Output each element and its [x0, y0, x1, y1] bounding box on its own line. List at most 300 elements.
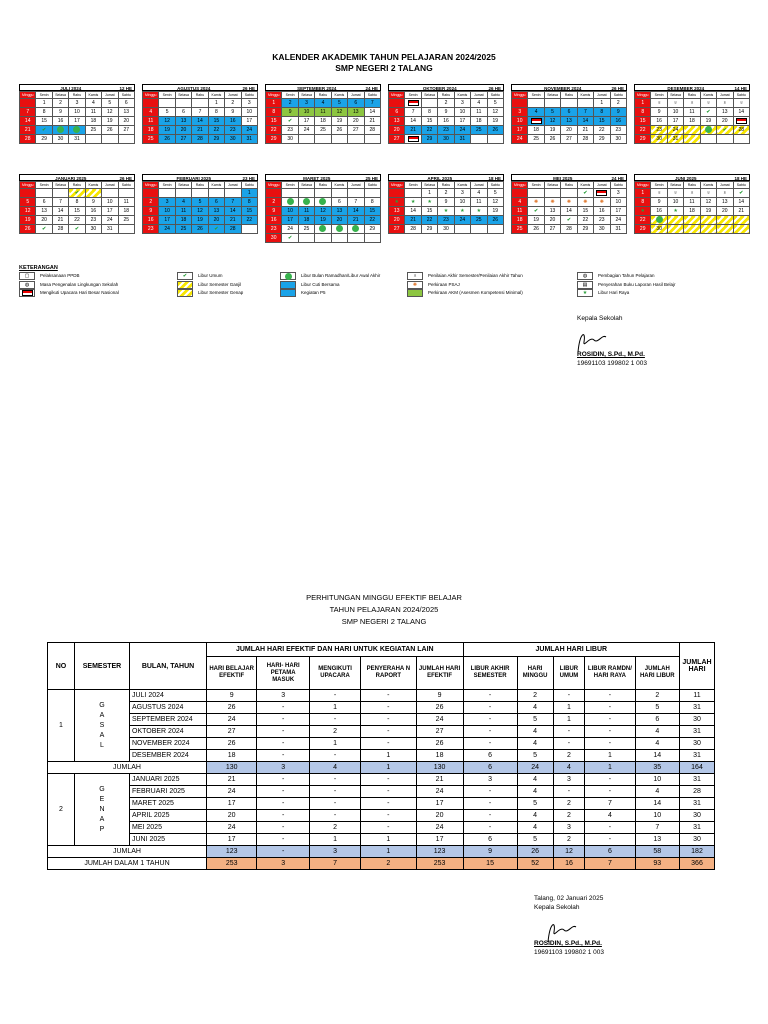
calendar-day: 19 [192, 216, 208, 225]
day-name: Sabtu [118, 182, 134, 189]
day-name: Jumat [225, 92, 241, 99]
calendar-day: 6 [389, 108, 405, 117]
calendar-day: 23 [266, 225, 282, 234]
day-name: Senin [159, 92, 175, 99]
calendar-day: 18 [143, 126, 159, 135]
calendar-day [282, 198, 298, 207]
value-cell: 4 [517, 702, 553, 714]
calendar-day [85, 135, 101, 144]
day-name: Selasa [421, 92, 437, 99]
calendar-day: 26 [331, 126, 347, 135]
day-name: Selasa [52, 182, 68, 189]
month-cell: DESEMBER 2024 [130, 750, 207, 762]
calendar-day: 8 [241, 198, 257, 207]
legend-item: Kegiatan P5 [280, 289, 407, 298]
calendar-day: 31 [69, 135, 85, 144]
calendar-day [331, 234, 347, 243]
semester-number: 1 [48, 690, 75, 762]
flag-icon [408, 136, 419, 142]
calendar-day: 8 [69, 198, 85, 207]
calendar-day [717, 135, 733, 144]
calendar-day: 13 [175, 117, 191, 126]
semester-label: G A S A L [75, 690, 130, 762]
calendar-day: 10 [667, 108, 683, 117]
calendar-day: 24 [241, 126, 257, 135]
circle-icon [319, 225, 326, 232]
month-calendar [265, 84, 381, 144]
calendar-day: 11 [85, 108, 101, 117]
value-cell: - [585, 702, 635, 714]
calendar-day [159, 189, 175, 198]
semester-sum-row [48, 846, 715, 858]
total-value: 93 [635, 858, 679, 870]
check-icon: ✔ [722, 127, 727, 133]
calendar-day [69, 189, 85, 198]
legend-item: Mengikuti Upacara Hari Besar Nasional [19, 289, 177, 298]
effective-days-count: 26 HE [488, 86, 501, 91]
calendar-day [405, 198, 421, 207]
calendar-day: 23 [282, 126, 298, 135]
school-name: SMP NEGERI 2 TALANG [335, 63, 433, 73]
total-value: 253 [207, 858, 257, 870]
legend-item: ◍ Masa Pengenalan Lingkungan Sekolah [19, 281, 177, 290]
calendar-day [717, 216, 733, 225]
value-cell: - [257, 798, 310, 810]
calendar-day: 14 [405, 207, 421, 216]
calendar-day: 13 [717, 198, 733, 207]
value-cell: - [553, 726, 585, 738]
calendar-day: 16 [143, 216, 159, 225]
calendar-day [20, 189, 36, 198]
calendar-day: 29 [36, 135, 52, 144]
calendar-day [208, 189, 224, 198]
calendar-day: 30 [610, 135, 626, 144]
flag-icon [736, 118, 747, 124]
calendar-day: 12 [331, 108, 347, 117]
value-cell: - [310, 690, 361, 702]
legend-item: Libur Semester Genap [177, 289, 280, 298]
value-cell: 30 [680, 834, 715, 846]
calendar-day: 19 [315, 216, 331, 225]
month-header [142, 84, 258, 91]
calendar-day [36, 225, 52, 234]
calendar-day: 15 [241, 207, 257, 216]
month-name: MARET 2025 [303, 176, 331, 181]
legend-item: ★ Libur Hari Raya [577, 289, 747, 298]
calendar-day: 16 [52, 117, 68, 126]
calendar-day: 11 [512, 207, 528, 216]
calendar-day [528, 99, 544, 108]
calendar-day [438, 207, 454, 216]
value-cell: 5 [635, 702, 679, 714]
sum-value: 3 [257, 762, 310, 774]
calendar-day: 13 [389, 117, 405, 126]
calendar-day: 17 [298, 117, 314, 126]
calendar-day: 21 [348, 216, 364, 225]
calendar-day [282, 117, 298, 126]
legend-item: Libur Bulan Ramadhan/Libur Awal Akhir [280, 272, 407, 281]
day-name: Minggu [389, 182, 405, 189]
value-cell: 31 [680, 726, 715, 738]
day-name: Rabu [684, 92, 700, 99]
calendar-day: 10 [610, 198, 626, 207]
sum-value: - [257, 846, 310, 858]
calendar-day: 4 [175, 198, 191, 207]
calendar-day: 16 [651, 207, 667, 216]
calendar-day [471, 207, 487, 216]
legend-item: Libur Semester Ganjil [177, 281, 280, 290]
calendar-day: 1 [208, 99, 224, 108]
calendar-day [667, 207, 683, 216]
check-icon: ✔ [177, 272, 193, 280]
day-name: Kamis [85, 92, 101, 99]
calendar-day: 27 [389, 135, 405, 144]
sig-role: Kepala Sekolah [534, 904, 580, 911]
value-cell: - [463, 798, 517, 810]
month-cell: JANUARI 2025 [130, 774, 207, 786]
day-name: Selasa [175, 92, 191, 99]
table-title: PERHITUNGAN MINGGU EFEKTIF BELAJAR [306, 593, 462, 602]
calendar-day [298, 135, 314, 144]
calendar-day: 4 [471, 99, 487, 108]
calendar-day [594, 189, 610, 198]
psaj-icon: ✺ [550, 199, 555, 205]
day-name: Senin [651, 182, 667, 189]
legend-item: ✺ Perkiraan PSAJ [407, 281, 579, 290]
calendar-day: 14 [733, 108, 749, 117]
calendar-day: 7 [192, 108, 208, 117]
calendar-day [471, 225, 487, 234]
calendar-day: 31 [454, 135, 470, 144]
value-cell: 2 [310, 822, 361, 834]
calendar-day: 18 [684, 207, 700, 216]
value-cell: 30 [680, 738, 715, 750]
day-name: Senin [528, 182, 544, 189]
total-value: 3 [257, 858, 310, 870]
calendar-day: 20 [175, 126, 191, 135]
value-cell: - [310, 774, 361, 786]
calendar-day: 9 [610, 108, 626, 117]
calendar-day: 21 [577, 126, 593, 135]
value-cell: 24 [207, 822, 257, 834]
calendar-day: 8 [635, 108, 651, 117]
calendar-day [667, 189, 683, 198]
value-cell: 18 [207, 750, 257, 762]
calendar-day: 14 [52, 207, 68, 216]
calendar-day: 15 [421, 117, 437, 126]
calendar-day: 15 [36, 117, 52, 126]
month-name: APRIL 2025 [427, 176, 453, 181]
value-cell: - [585, 726, 635, 738]
day-name: Minggu [635, 182, 651, 189]
star-icon: ★ [673, 208, 678, 214]
day-name: Rabu [684, 182, 700, 189]
day-name: Minggu [143, 182, 159, 189]
calendar-day [700, 108, 716, 117]
value-cell: 30 [680, 810, 715, 822]
calendar-day [69, 126, 85, 135]
calendar-day: 30 [438, 225, 454, 234]
calendar-day: 16 [85, 207, 101, 216]
value-cell: 24 [207, 714, 257, 726]
value-cell: 2 [553, 798, 585, 810]
calendar-day: 5 [487, 189, 503, 198]
calendar-day: 24 [159, 225, 175, 234]
effective-days-count: 14 HE [734, 86, 747, 91]
calendar-day [454, 207, 470, 216]
calendar-day: 6 [175, 108, 191, 117]
circle-icon [57, 126, 64, 133]
calendar-day: 14 [192, 117, 208, 126]
month-name: JUNI 2025 [674, 176, 697, 181]
day-name: Jumat [717, 182, 733, 189]
calendar-day [20, 99, 36, 108]
sig-name: ROSIDIN, S.Pd., M.Pd. [534, 940, 602, 947]
akm-icon [407, 289, 423, 297]
value-cell: - [310, 714, 361, 726]
calendar-day: 9 [651, 108, 667, 117]
value-cell: - [463, 690, 517, 702]
calendar-day [364, 234, 380, 243]
calendar-day [315, 189, 331, 198]
calendar-day: 11 [471, 108, 487, 117]
month-header [388, 174, 504, 181]
exam-icon: ♅ [706, 190, 711, 196]
exam-icon: ♅ [673, 100, 678, 106]
check-icon: ✔ [534, 208, 539, 214]
calendar-day [667, 99, 683, 108]
col-header: PENYERAHA N RAPORT [361, 657, 417, 690]
calendar-day: 25 [315, 126, 331, 135]
value-cell: 4 [517, 774, 553, 786]
check-icon: ✔ [288, 235, 293, 241]
calendar-day: 6 [118, 99, 134, 108]
calendar-day: 29 [635, 135, 651, 144]
day-name: Senin [282, 182, 298, 189]
calendar-day: 7 [348, 198, 364, 207]
day-name: Minggu [266, 92, 282, 99]
calendar-day [684, 99, 700, 108]
month-calendar [19, 174, 135, 234]
calendar-day [298, 234, 314, 243]
calendar-day: 13 [544, 207, 560, 216]
value-cell: 5 [517, 714, 553, 726]
calendar-day: 7 [52, 198, 68, 207]
value-cell: 5 [517, 834, 553, 846]
calendar-day: 10 [241, 108, 257, 117]
value-cell: - [585, 786, 635, 798]
flag-icon [19, 289, 35, 297]
col-header: MENGIKUTI UPACARA [310, 657, 361, 690]
value-cell: 4 [517, 810, 553, 822]
sum-value: 12 [553, 846, 585, 858]
value-cell: 17 [416, 834, 463, 846]
day-name: Sabtu [364, 182, 380, 189]
calendar-day [315, 135, 331, 144]
sum-label: JUMLAH [48, 846, 207, 858]
exam-icon: ♅ [657, 190, 661, 196]
calendar-day [85, 189, 101, 198]
calendar-day: 22 [266, 126, 282, 135]
calendar-day: 19 [700, 117, 716, 126]
total-value: 7 [585, 858, 635, 870]
calendar-day: 25 [471, 126, 487, 135]
table-row [48, 774, 715, 786]
calendar-day: 7 [20, 108, 36, 117]
calendar-day: 22 [241, 216, 257, 225]
month-name: DESEMBER 2024 [667, 86, 705, 91]
calendar-day: 11 [684, 108, 700, 117]
month-name: JANUARI 2025 [55, 176, 87, 181]
flag-icon [408, 100, 419, 106]
calendar-day [364, 189, 380, 198]
month-name: AGUSTUS 2024 [177, 86, 211, 91]
month-cell: MEI 2025 [130, 822, 207, 834]
calendar-day: 18 [315, 117, 331, 126]
day-name: Senin [36, 182, 52, 189]
calendar-day: 22 [421, 216, 437, 225]
day-name: Jumat [471, 182, 487, 189]
month-name: JULI 2024 [60, 86, 82, 91]
calendar-day: 20 [348, 117, 364, 126]
calendar-day: 7 [225, 198, 241, 207]
day-name: Kamis [454, 182, 470, 189]
effective-days-count: 26 HE [119, 176, 132, 181]
calendar-day [364, 135, 380, 144]
value-cell: - [257, 750, 310, 762]
calendar-day: 10 [102, 198, 118, 207]
table-row [48, 750, 715, 762]
day-name: Rabu [192, 182, 208, 189]
sum-value: 9 [463, 846, 517, 858]
sum-value: 123 [416, 846, 463, 858]
calendar-day: 15 [266, 117, 282, 126]
legend-title: KETERANGAN [19, 265, 58, 271]
col-header: LIBUR AKHIR SEMESTER [463, 657, 517, 690]
legend-item: Perkiraan AKM (Asesmen Kompetensi Minimal) [407, 289, 579, 298]
exam-icon: ♅ [407, 272, 423, 280]
calendar-day: 21 [733, 207, 749, 216]
calendar-day: 24 [298, 126, 314, 135]
legend-item: Libur Cuti Bersama [280, 281, 407, 290]
exam-icon: ♅ [722, 100, 727, 106]
calendar-day: 27 [118, 126, 134, 135]
calendar-day: 1 [635, 189, 651, 198]
calendar-day: 25 [143, 135, 159, 144]
calendar-day [118, 135, 134, 144]
calendar-day: 30 [651, 135, 667, 144]
calendar-day: 21 [52, 216, 68, 225]
day-name: Selasa [667, 182, 683, 189]
calendar-day: 30 [651, 225, 667, 234]
day-name: Minggu [635, 92, 651, 99]
calendar-day: 5 [192, 198, 208, 207]
day-name: Selasa [298, 92, 314, 99]
day-name: Minggu [512, 182, 528, 189]
calendar-day: 29 [577, 225, 593, 234]
day-name: Minggu [20, 92, 36, 99]
calendar-day: 22 [577, 216, 593, 225]
calendar-day [733, 99, 749, 108]
col-header: LIBUR RAMDN/ HARI RAYA [585, 657, 635, 690]
day-name: Minggu [512, 92, 528, 99]
calendar-day: 19 [528, 216, 544, 225]
calendar-day: 15 [635, 117, 651, 126]
calendar-day: 29 [266, 135, 282, 144]
check-icon: ✔ [288, 118, 293, 124]
calendar-day [315, 234, 331, 243]
calendar-day [594, 198, 610, 207]
month-cell: OKTOBER 2024 [130, 726, 207, 738]
col-month: BULAN, TAHUN [130, 643, 207, 690]
day-name: Rabu [315, 92, 331, 99]
star-icon: ★ [443, 208, 449, 214]
value-cell: - [361, 774, 417, 786]
effective-days-count: 18 HE [488, 176, 501, 181]
value-cell: 6 [463, 834, 517, 846]
calendar-day [544, 99, 560, 108]
calendar-day: 31 [241, 135, 257, 144]
table-row [48, 738, 715, 750]
calendar-day: 28 [20, 135, 36, 144]
calendar-day: 10 [667, 198, 683, 207]
day-name: Sabtu [364, 92, 380, 99]
value-cell: 28 [680, 786, 715, 798]
value-cell: 31 [680, 750, 715, 762]
calendar-day: 9 [85, 198, 101, 207]
calendar-day: 20 [36, 216, 52, 225]
calendar-day: 3 [159, 198, 175, 207]
calendar-day: 23 [85, 216, 101, 225]
calendar-day: 11 [118, 198, 134, 207]
circle-icon [287, 198, 294, 205]
value-cell: - [553, 690, 585, 702]
calendar-day [36, 126, 52, 135]
calendar-day: 18 [118, 207, 134, 216]
circle-icon [336, 225, 343, 232]
calendar-day: 8 [364, 198, 380, 207]
calendar-day [52, 126, 68, 135]
month-name: OKTOBER 2024 [422, 86, 457, 91]
calendar-day: 13 [717, 108, 733, 117]
day-name: Kamis [577, 182, 593, 189]
calendar-day: 23 [438, 216, 454, 225]
value-cell: - [463, 702, 517, 714]
legend-extra [577, 272, 747, 298]
check-icon: ✔ [566, 217, 572, 223]
month-calendar [19, 84, 135, 144]
calendar-day: 24 [610, 216, 626, 225]
month-calendar [388, 84, 504, 144]
month-calendar [265, 174, 381, 243]
table-row [48, 810, 715, 822]
calendar-day: 18 [85, 117, 101, 126]
sum-value: 58 [635, 846, 679, 858]
calendar-day: 18 [684, 117, 700, 126]
calendar-day: 14 [20, 117, 36, 126]
calendar-day: 27 [175, 135, 191, 144]
day-name: Rabu [561, 182, 577, 189]
day-name: Jumat [102, 182, 118, 189]
calendar-day: 7 [364, 99, 380, 108]
value-cell: 24 [416, 822, 463, 834]
table-row [48, 834, 715, 846]
calendar-day [651, 216, 667, 225]
calendar-day: 18 [298, 216, 314, 225]
ramadan-icon [280, 272, 296, 280]
col-header: HARI BELAJAR EFEKTIF [207, 657, 257, 690]
check-icon: ✔ [706, 109, 711, 115]
